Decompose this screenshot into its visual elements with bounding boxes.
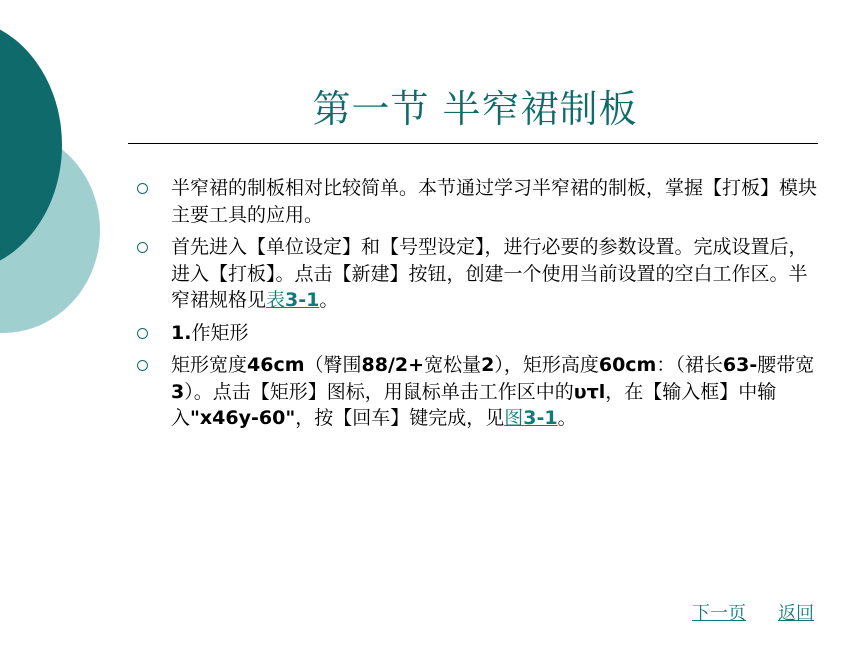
title-divider bbox=[128, 143, 818, 144]
bullet-icon bbox=[137, 328, 148, 339]
content-list bbox=[135, 175, 825, 438]
list-item bbox=[135, 320, 825, 347]
step-title: 作矩形 bbox=[191, 321, 249, 344]
list-item bbox=[135, 175, 825, 228]
table-link[interactable]: 表3-1 bbox=[266, 289, 320, 311]
paragraph-text: 首先进入【单位设定】和【号型设定】，进行必要的参数设置。完成设置后，进入【打板】。点击【新建】按钮，创建一个使用当前设置的空白工作区。半窄裙规格见 bbox=[171, 236, 808, 311]
step-number: 1. bbox=[171, 321, 192, 344]
back-link[interactable]: 返回 bbox=[778, 603, 814, 624]
bullet-icon bbox=[137, 183, 148, 194]
next-page-link[interactable]: 下一页 bbox=[692, 603, 746, 624]
bullet-icon bbox=[137, 242, 148, 253]
bullet-icon bbox=[137, 360, 148, 371]
figure-link[interactable]: 图3-1 bbox=[504, 407, 558, 429]
paragraph-text: 半窄裙的制板相对比较简单。本节通过学习半窄裙的制板，掌握【打板】模块主要工具的应用。 bbox=[171, 177, 818, 226]
page-title: 第一节 半窄裙制板 bbox=[312, 87, 638, 131]
list-item: 首先进入【单位设定】和【号型设定】，进行必要的参数设置。完成设置后，进入【打板】。点击【新建】按钮，创建一个使用当前设置的空白工作区。半窄裙规格见表3-1。 bbox=[135, 234, 825, 314]
list-item: 矩形宽度46cm（臀围88/2+宽松量2），矩形高度60cm：（裙长63-腰带宽3）。点击【矩形】图标，用鼠标单击工作区中的υτl，在【输入框】中输入"x46y-60"，按【回车】键完成，见图3-1。 bbox=[135, 352, 825, 432]
